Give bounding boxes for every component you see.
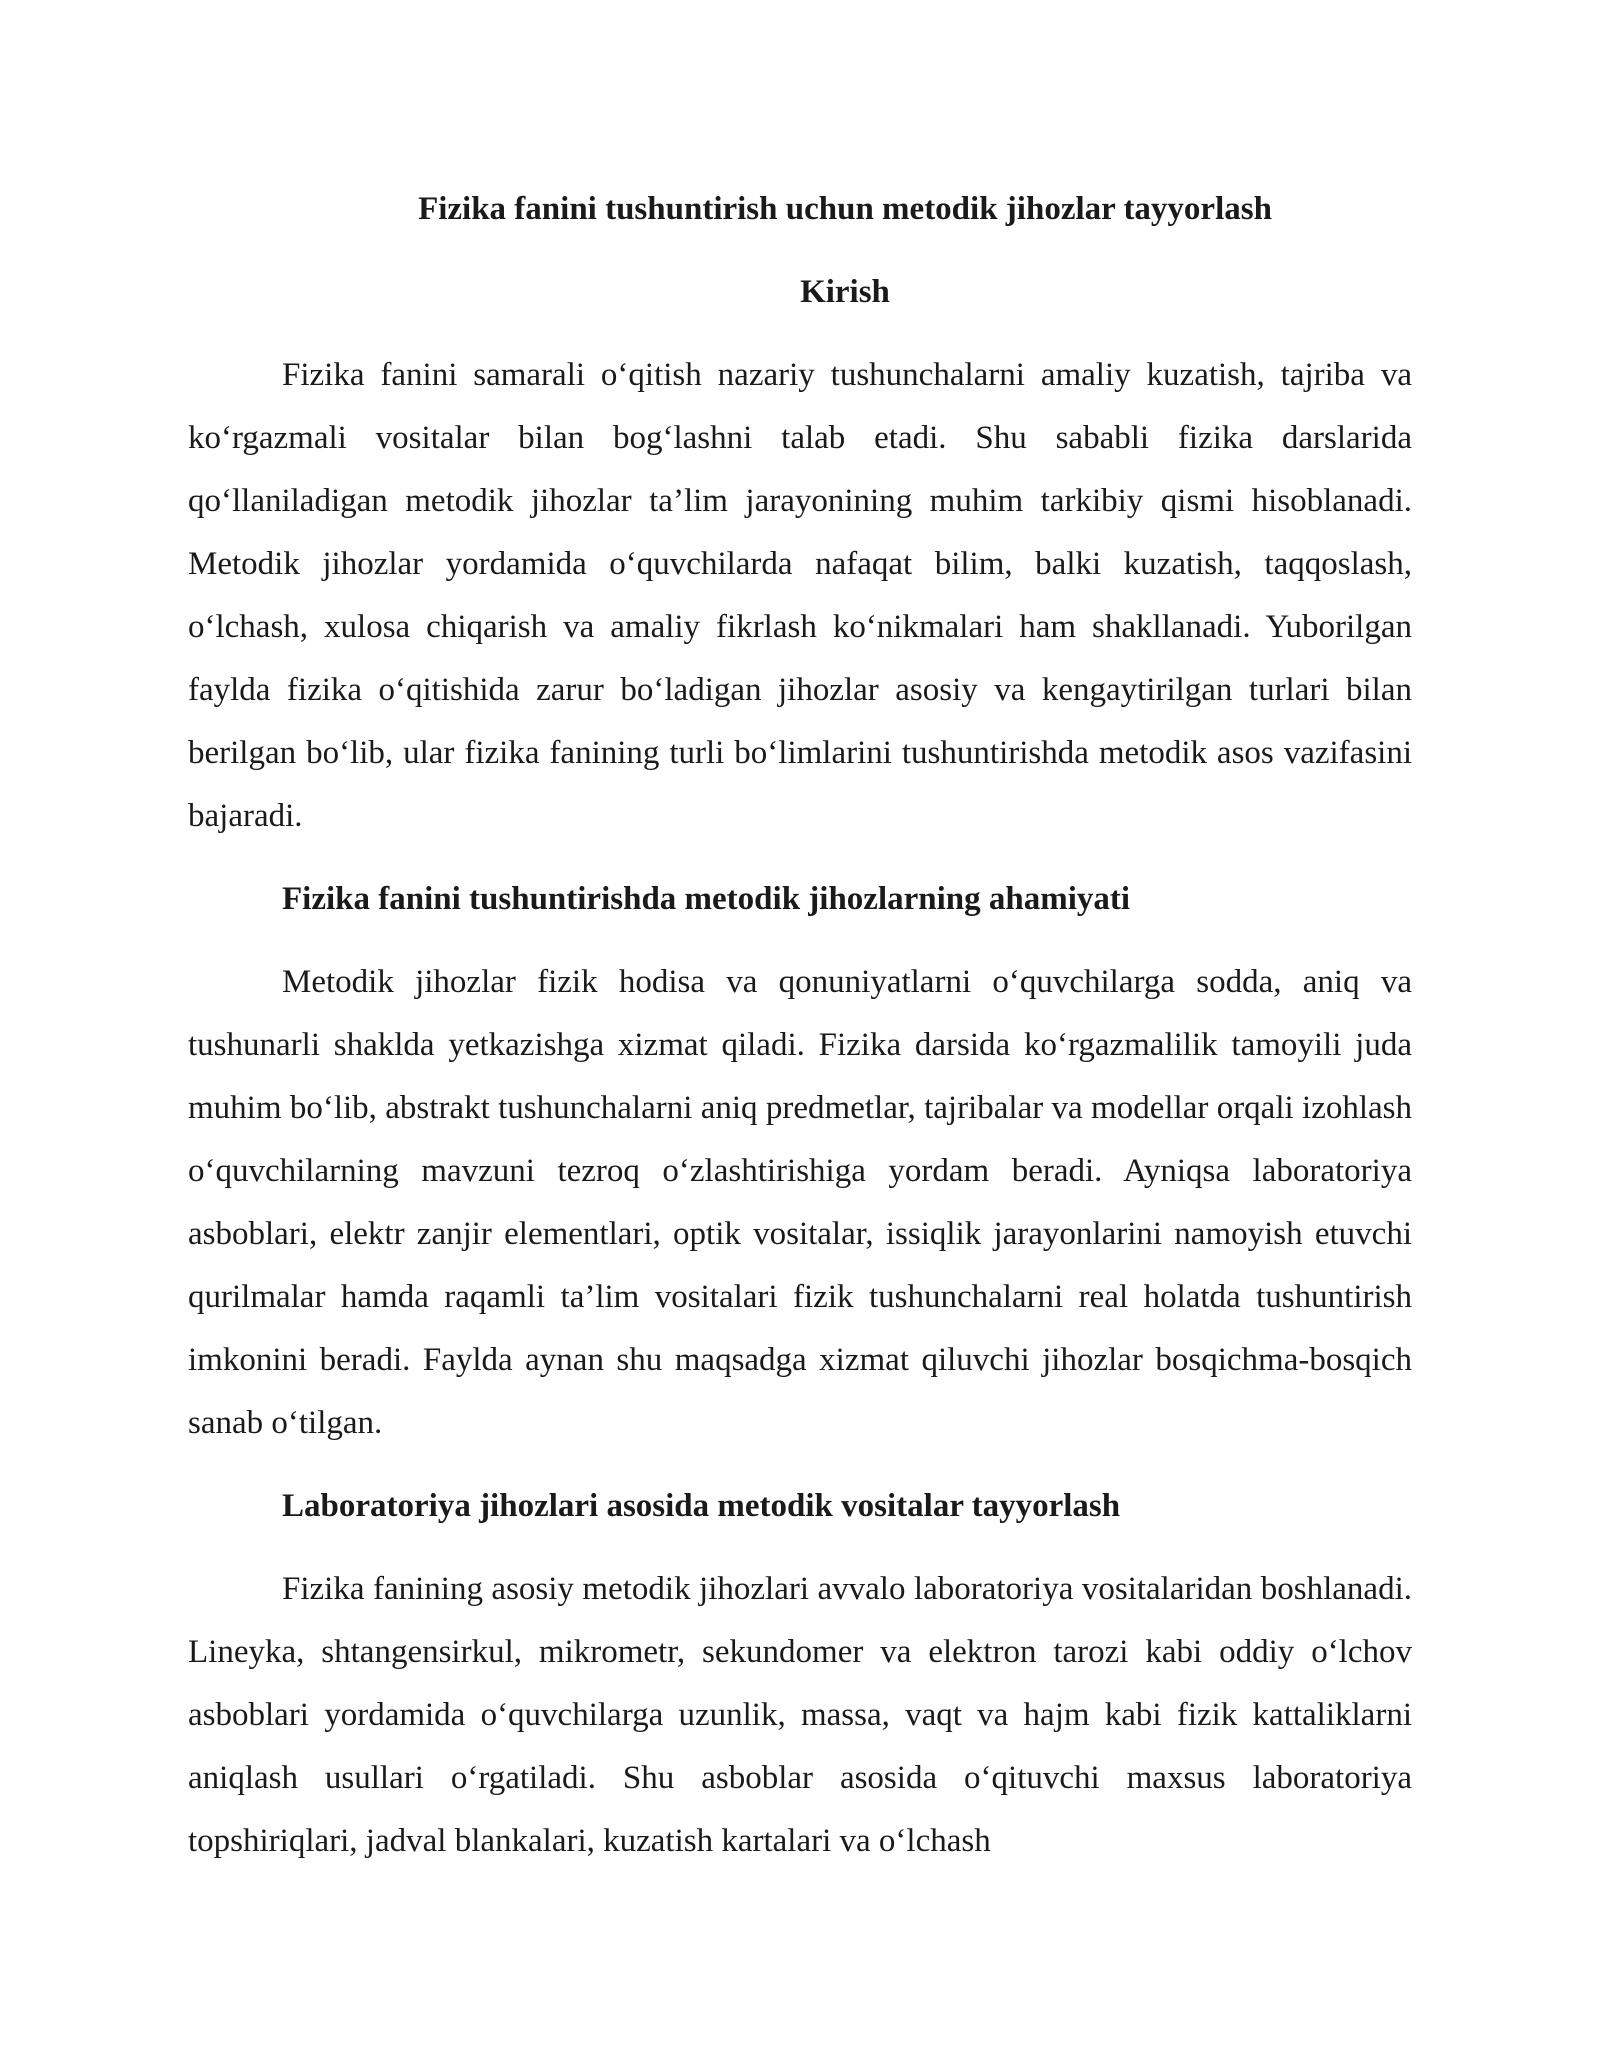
section2-paragraph: Fizika fanining asosiy metodik jihozlari avvalo laboratoriya vositalaridan boshlanadi. Lineyka, shtangensirkul, mikrometr, sekundomer va elektron tarozi kabi oddiy o‘lchov asboblari yordamida o‘quvchilarga uzunlik, massa, vaqt va hajm kabi fizik kattaliklarni aniqlash usullari o‘rgatiladi. Shu asboblar asosida o‘qituvchi maxsus laboratoriya topshiriqlari, jadval blankalari, kuzatish kartalari va o‘lchash xyxy=(188,1571,1412,1859)
intro-heading: Kirish xyxy=(800,274,890,310)
document-page xyxy=(188,178,1412,1873)
section1-paragraph: Metodik jihozlar fizik hodisa va qonuniyatlarni o‘quvchilarga sodda, aniq va tushunarli shaklda yetkazishga xizmat qiladi. Fizika darsida ko‘rgazmalilik tamoyili juda muhim bo‘lib, abstrakt tushunchalarni aniq predmetlar, tajribalar va modellar orqali izohlash o‘quvchilarning mavzuni tezroq o‘zlashtirishiga yordam beradi. Ayniqsa laboratoriya asboblari, elektr zanjir elementlari, optik vositalar, issiqlik jarayonlarini namoyish etuvchi qurilmalar hamda raqamli ta’lim vositalari fizik tushunchalarni real holatda tushuntirish imkonini beradi. Faylda aynan shu maqsadga xizmat qiluvchi jihozlar bosqichma-bosqich sanab o‘tilgan. xyxy=(188,964,1412,1441)
section1-heading: Fizika fanini tushuntirishda metodik jihozlarning ahamiyati xyxy=(282,881,1131,917)
document-title: Fizika fanini tushuntirish uchun metodik jihozlar tayyorlash xyxy=(418,191,1272,227)
intro-paragraph: Fizika fanini samarali o‘qitish nazariy tushunchalarni amaliy kuzatish, tajriba va ko‘rgazmali vositalar bilan bog‘lashni talab etadi. Shu sababli fizika darslarida qo‘llaniladigan metodik jihozlar ta’lim jarayonining muhim tarkibiy qismi hisoblanadi. Metodik jihozlar yordamida o‘quvchilarda nafaqat bilim, balki kuzatish, taqqoslash, o‘lchash, xulosa chiqarish va amaliy fikrlash ko‘nikmalari ham shakllanadi. Yuborilgan faylda fizika o‘qitishida zarur bo‘ladigan jihozlar asosiy va kengaytirilgan turlari bilan berilgan bo‘lib, ular fizika fanining turli bo‘limlarini tushuntirishda metodik asos vazifasini bajaradi. xyxy=(188,357,1412,834)
section2-heading: Laboratoriya jihozlari asosida metodik vositalar tayyorlash xyxy=(282,1488,1121,1524)
